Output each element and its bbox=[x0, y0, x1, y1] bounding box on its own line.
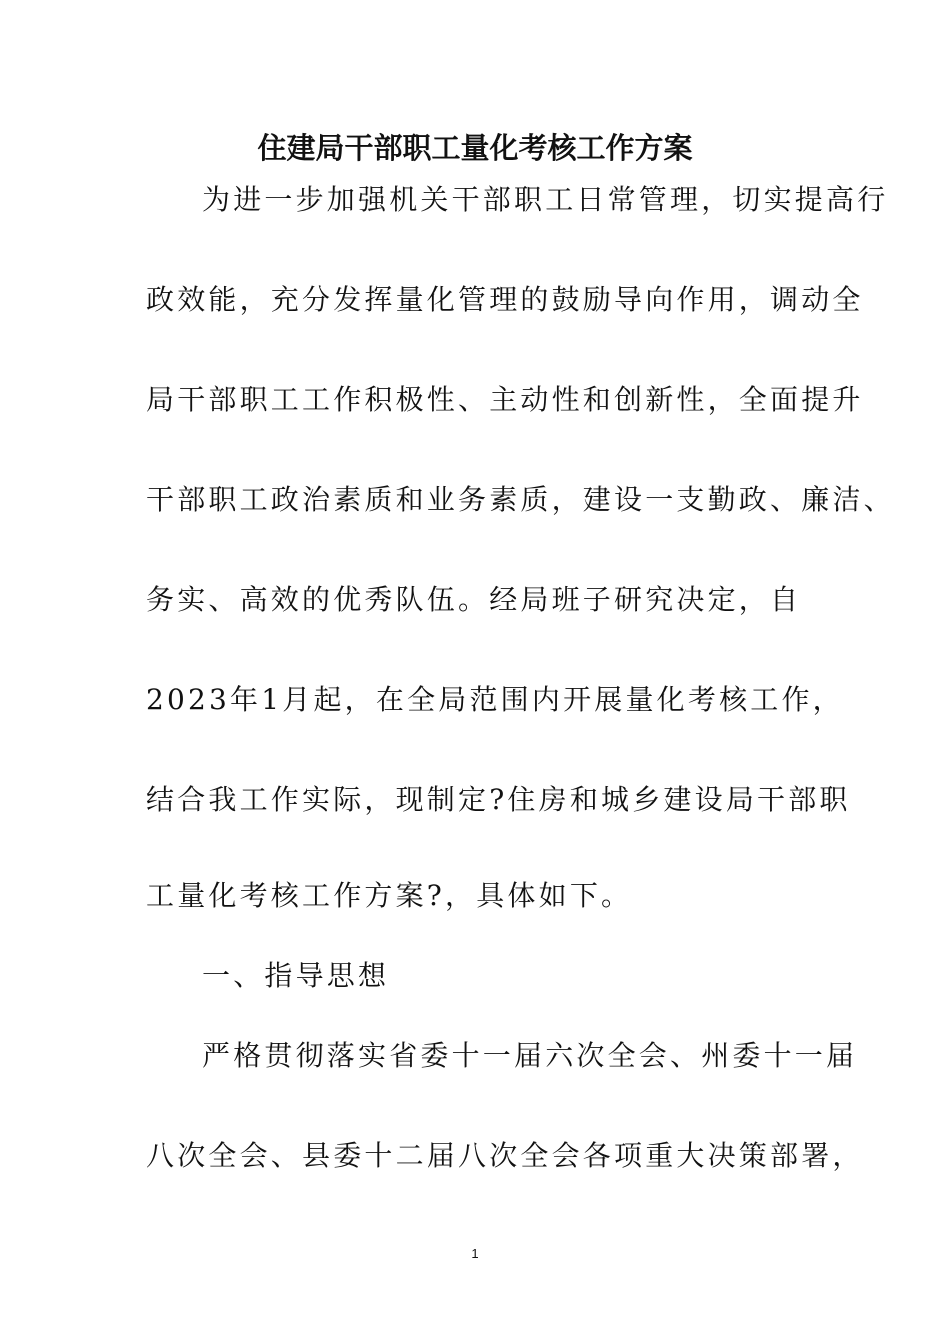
paragraph-line: 为进一步加强机关干部职工日常管理，切实提高行 bbox=[202, 183, 889, 216]
paragraph-line: 政效能，充分发挥量化管理的鼓励导向作用，调动全 bbox=[146, 283, 864, 316]
paragraph-line: 工量化考核工作方案?，具体如下。 bbox=[146, 879, 633, 912]
paragraph-line: 干部职工政治素质和业务素质，建设一支勤政、廉洁、 bbox=[146, 483, 895, 516]
document-title: 住建局干部职工量化考核工作方案 bbox=[257, 131, 693, 165]
paragraph-line: 局干部职工工作积极性、主动性和创新性，全面提升 bbox=[146, 383, 864, 416]
page-number: 1 bbox=[471, 1246, 479, 1261]
paragraph-line: 八次全会、县委十二届八次全会各项重大决策部署， bbox=[146, 1139, 864, 1172]
paragraph-line: 2023年1月起，在全局范围内开展量化考核工作， bbox=[146, 683, 844, 716]
paragraph-line: 结合我工作实际，现制定?住房和城乡建设局干部职 bbox=[146, 783, 851, 816]
paragraph-line: 务实、高效的优秀队伍。经局班子研究决定，自 bbox=[146, 583, 802, 616]
paragraph-line: 严格贯彻落实省委十一届六次全会、州委十一届 bbox=[202, 1039, 858, 1072]
section-heading: 一、指导思想 bbox=[202, 959, 390, 992]
